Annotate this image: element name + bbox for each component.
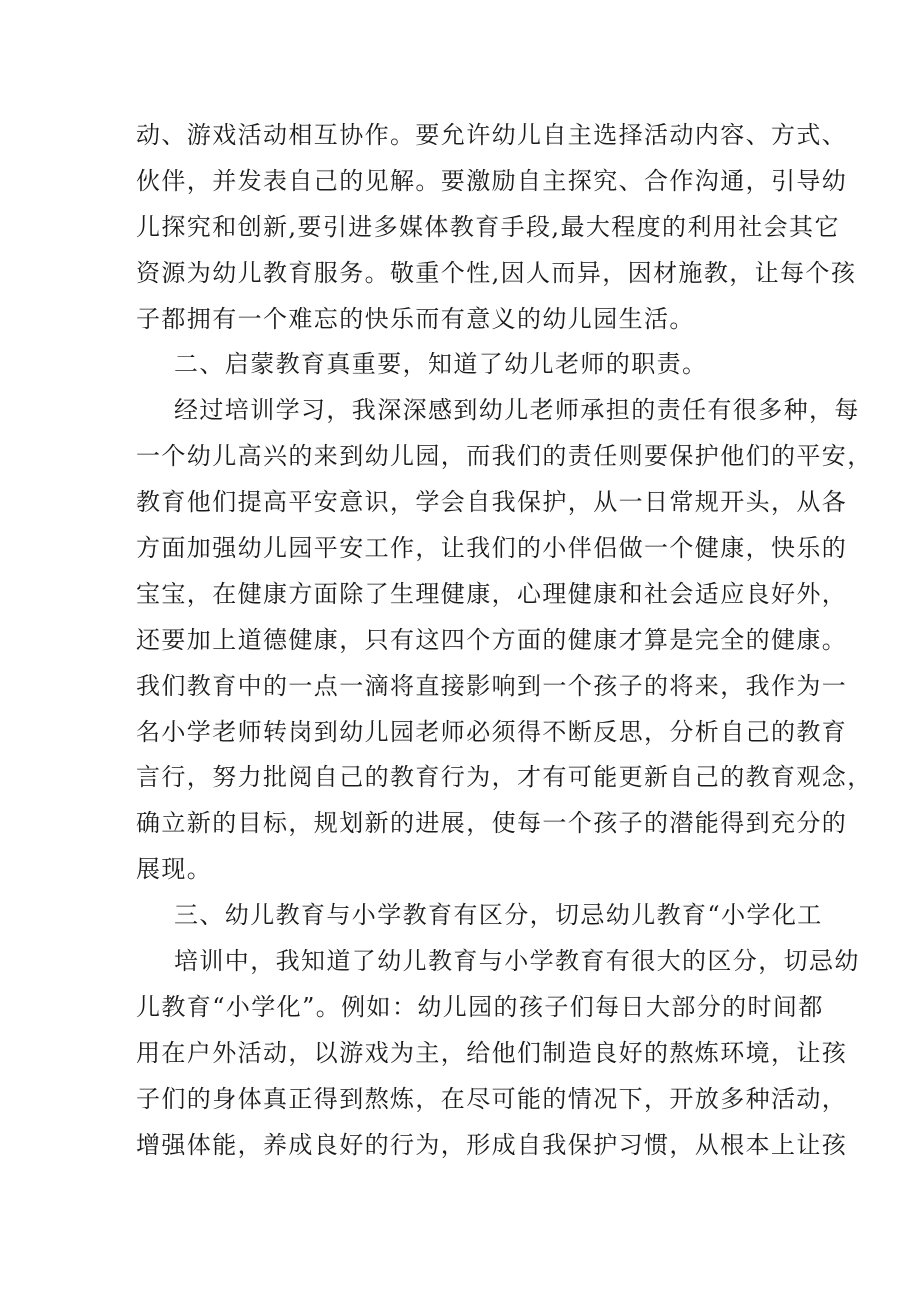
text-line: 资源为幼儿教育服务。敬重个性,因人而异，因材施教，让每个孩 (136, 258, 857, 287)
text-line: 一个幼儿高兴的来到幼儿园，而我们的责任则要保护他们的平安， (136, 442, 873, 471)
section-heading: 三、幼儿教育与小学教育有区分，切忌幼儿教育“小学化工 (174, 901, 823, 930)
text-line: 方面加强幼儿园平安工作，让我们的小伴侣做一个健康，快乐的 (136, 534, 848, 563)
paragraph-start-line: 经过培训学习，我深深感到幼儿老师承担的责任有很多种，每 (174, 396, 860, 425)
section-heading: 二、启蒙教育真重要，知道了幼儿老师的职责。 (174, 350, 708, 379)
document-body (136, 113, 873, 1168)
text-line: 确立新的目标，规划新的进展，使每一个孩子的潜能得到充分的 (136, 809, 848, 838)
text-line: 子都拥有一个难忘的快乐而有意义的幼儿园生活。 (136, 304, 695, 333)
text-line: 展现。 (136, 855, 213, 884)
paragraph-start-line: 培训中，我知道了幼儿教育与小学教育有很大的区分，切忌幼 (174, 947, 860, 976)
text-line: 宝宝，在健康方面除了生理健康，心理健康和社会适应良好外， (136, 579, 848, 608)
text-line: 子们的身体真正得到熬炼，在尽可能的情况下，开放多种活动， (136, 1084, 848, 1113)
text-line: 增强体能，养成良好的行为，形成自我保护习惯，从根本上让孩 (136, 1130, 848, 1159)
text-line: 儿探究和创新,要引进多媒体教育手段,最大程度的利用社会其它 (136, 212, 840, 241)
text-line: 用在户外活动，以游戏为主，给他们制造良好的熬炼环境，让孩 (136, 1038, 848, 1067)
text-line: 儿教育“小学化”。例如：幼儿园的孩子们每日大部分的时间都 (136, 992, 824, 1021)
text-line: 名小学老师转岗到幼儿园老师必须得不断反思，分析自己的教育 (136, 717, 848, 746)
text-line: 我们教育中的一点一滴将直接影响到一个孩子的将来，我作为一 (136, 671, 848, 700)
text-line: 教育他们提高平安意识，学会自我保护，从一日常规开头，从各 (136, 488, 848, 517)
text-line: 伙伴，并发表自己的见解。要激励自主探究、合作沟通，引导幼 (136, 166, 848, 195)
text-line: 还要加上道德健康，只有这四个方面的健康才算是完全的健康。 (136, 625, 848, 654)
text-line: 动、游戏活动相互协作。要允许幼儿自主选择活动内容、方式、 (136, 121, 848, 149)
text-line: 言行，努力批阅自己的教育行为，才有可能更新自己的教育观念， (136, 763, 873, 792)
